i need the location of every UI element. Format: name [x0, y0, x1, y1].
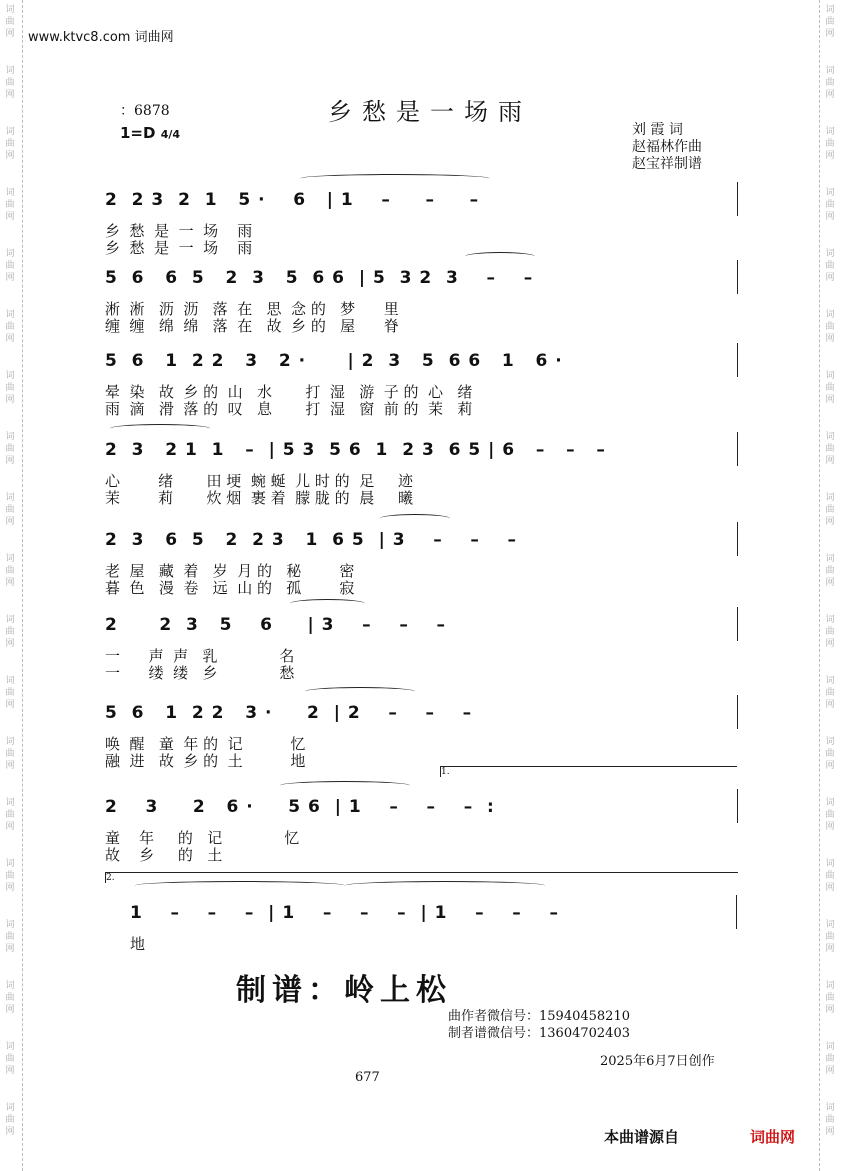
watermark-text: 词 曲 网 [825, 1042, 835, 1076]
bar-line [737, 789, 738, 823]
watermark-text: 词 曲 网 [5, 432, 15, 466]
notes: 2 3 2 6 · 5 6 | 1 – – – : [105, 797, 495, 817]
bar-line [737, 695, 738, 729]
watermark-text: 词 曲 网 [825, 554, 835, 588]
notes: 5 6 1 2 2 3 · 2 | 2 – – – [105, 703, 473, 723]
notes: 2 2 3 5 6 | 3 – – – [105, 615, 446, 635]
volta-1 [440, 766, 737, 777]
lyric-verse-1: 唤 醒 童 年 的 记 忆 [105, 735, 306, 753]
bar-line [737, 432, 738, 466]
watermark-text: 词 曲 网 [825, 310, 835, 344]
notes: 2 3 2 1 1 – | 5 3 5 6 1 2 3 6 5 | 6 – – – [105, 440, 606, 460]
watermark-text: 词 曲 网 [825, 676, 835, 710]
score-id: ：6878 [120, 103, 170, 119]
watermark-text: 词 曲 网 [825, 859, 835, 893]
watermark-text: 词 曲 网 [5, 127, 15, 161]
lyric-verse-2: 融 进 故 乡 的 土 地 [105, 752, 306, 770]
bar-line [737, 182, 738, 216]
slur [380, 514, 450, 523]
lyric-verse-2: 故 乡 的 土 [105, 846, 223, 864]
slur [300, 174, 490, 183]
watermark-text: 词 曲 网 [5, 310, 15, 344]
watermark-text: 词 曲 网 [5, 5, 15, 39]
watermark-text: 词 曲 网 [825, 798, 835, 832]
lyric-verse-1: 一 声 声 乳 名 [105, 647, 295, 665]
notes: 5 6 6 5 2 3 5 6 6 | 5 3 2 3 – – [105, 268, 534, 288]
watermark-text: 词 曲 网 [5, 66, 15, 100]
watermark-text: 词 曲 网 [825, 66, 835, 100]
watermark-text: 词 曲 网 [5, 371, 15, 405]
lyricist: 刘 霞 词 [632, 122, 683, 138]
watermark-text: 词 曲 网 [5, 1042, 15, 1076]
watermark-text: 词 曲 网 [825, 371, 835, 405]
bar-line [737, 607, 738, 641]
slur [280, 781, 410, 790]
volta-2-label: 2. [106, 873, 115, 883]
watermark-text: 词 曲 网 [5, 859, 15, 893]
slur [110, 424, 210, 433]
lyric-verse-1: 乡 愁 是 一 场 雨 [105, 222, 253, 240]
wechat-info [448, 1008, 630, 1042]
lyric-verse-2: 乡 愁 是 一 场 雨 [105, 239, 253, 257]
slur [305, 687, 415, 696]
slur [290, 599, 365, 608]
slur [345, 881, 545, 890]
lyric-verse-1: 淅 淅 沥 沥 落 在 思 念 的 梦 里 [105, 300, 399, 318]
lyric-verse-2: 雨 滴 滑 落 的 叹 息 打 湿 窗 前 的 茉 莉 [105, 400, 473, 418]
slur [135, 881, 345, 890]
key-label: 1=D [120, 124, 156, 142]
watermark-text: 词 曲 网 [5, 249, 15, 283]
watermark-text: 词 曲 网 [5, 1103, 15, 1137]
site-url[interactable]: www.ktvc8.com 词曲网 [28, 30, 174, 45]
right-watermark-strip [819, 0, 842, 1171]
watermark-text: 词 曲 网 [825, 493, 835, 527]
notes: 2 3 6 5 2 2 3 1 6 5 | 3 – – – [105, 530, 518, 550]
source-label: 本曲谱源自 [604, 1128, 680, 1146]
watermark-text: 词 曲 网 [5, 676, 15, 710]
bar-line [737, 260, 738, 294]
watermark-text: 词 曲 网 [825, 432, 835, 466]
source-site-link[interactable]: 词曲网 [750, 1128, 796, 1146]
page-number: 677 [355, 1070, 380, 1085]
bar-line [737, 522, 738, 556]
lyric-verse-2: 一 缕 缕 乡 愁 [105, 664, 295, 682]
lyric-verse-1: 地 [130, 935, 146, 953]
left-watermark-strip [0, 0, 23, 1171]
watermark-text: 词 曲 网 [825, 249, 835, 283]
composer-wechat: 曲作者微信号：15940458210 [448, 1009, 630, 1024]
lyric-verse-2: 暮 色 漫 卷 远 山 的 孤 寂 [105, 579, 355, 597]
watermark-text: 词 曲 网 [825, 127, 835, 161]
key-signature [120, 124, 180, 142]
slur [465, 252, 535, 261]
watermark-text: 词 曲 网 [5, 493, 15, 527]
bar-line [737, 343, 738, 377]
composer: 赵福林作曲 [632, 139, 702, 155]
arranger-wechat: 制者谱微信号：13604702403 [448, 1026, 630, 1041]
volta-1-label: 1. [441, 767, 450, 777]
watermark-text: 词 曲 网 [5, 737, 15, 771]
notes: 5 6 1 2 2 3 2 · | 2 3 5 6 6 1 6 · [105, 351, 563, 371]
time-signature: 4/4 [160, 128, 181, 141]
bar-line [736, 895, 737, 929]
watermark-text: 词 曲 网 [825, 981, 835, 1015]
watermark-text: 词 曲 网 [5, 798, 15, 832]
watermark-text: 词 曲 网 [5, 920, 15, 954]
notes: 2 2 3 2 1 5 · 6 | 1 – – – [105, 190, 480, 210]
lyric-verse-1: 心 绪 田 埂 蜿 蜒 儿 时 的 足 迹 [105, 472, 414, 490]
watermark-text: 词 曲 网 [5, 188, 15, 222]
watermark-text: 词 曲 网 [825, 5, 835, 39]
arranger-signature: 制谱：岭上松 [236, 973, 452, 1008]
lyric-verse-1: 晕 染 故 乡 的 山 水 打 湿 游 子 的 心 绪 [105, 383, 473, 401]
lyric-verse-2: 缠 缠 绵 绵 落 在 故 乡 的 屋 脊 [105, 317, 399, 335]
watermark-text: 词 曲 网 [5, 554, 15, 588]
notes: 1 – – – | 1 – – – | 1 – – – [130, 903, 559, 923]
song-title: 乡愁是一场雨 [328, 98, 532, 126]
watermark-text: 词 曲 网 [5, 981, 15, 1015]
watermark-text: 词 曲 网 [825, 188, 835, 222]
arranger: 赵宝祥制谱 [632, 156, 702, 172]
lyric-verse-2: 茉 莉 炊 烟 裹 着 朦 胧 的 晨 曦 [105, 489, 414, 507]
watermark-text: 词 曲 网 [825, 615, 835, 649]
lyric-verse-1: 童 年 的 记 忆 [105, 829, 300, 847]
creation-date: 2025年6月7日创作 [600, 1054, 715, 1069]
watermark-text: 词 曲 网 [825, 737, 835, 771]
watermark-text: 词 曲 网 [825, 1103, 835, 1137]
watermark-text: 词 曲 网 [825, 920, 835, 954]
credits [632, 122, 702, 173]
watermark-text: 词 曲 网 [5, 615, 15, 649]
lyric-verse-1: 老 屋 藏 着 岁 月 的 秘 密 [105, 562, 355, 580]
